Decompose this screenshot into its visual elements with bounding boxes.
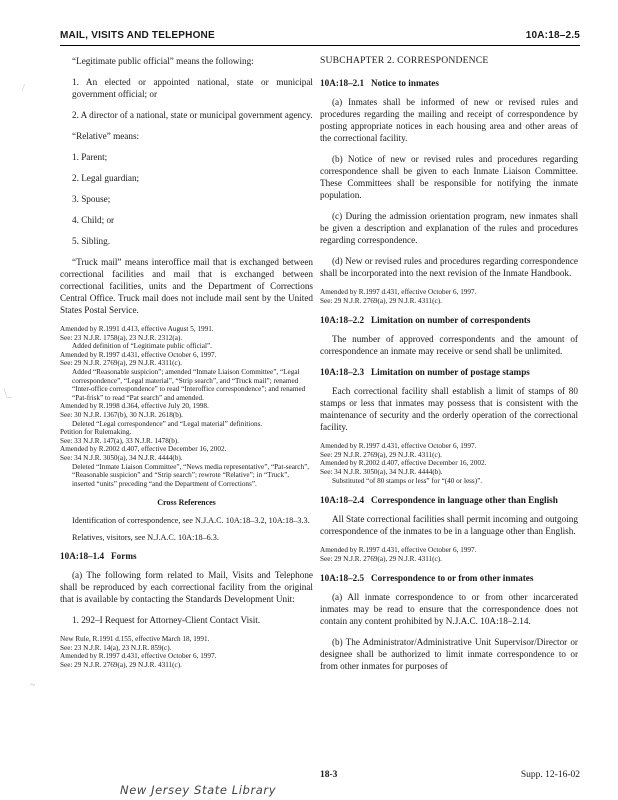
paragraph: Each correctional facility shall establish a limit of stamps of 80 stamps or less that inmates may possess that is consistent with the maintenance of security and the orderly operation of the correctional facility.: [320, 386, 578, 433]
history-line: Amended by R.1991 d.413, effective August 5, 1991.: [60, 325, 214, 333]
section-heading: [320, 494, 578, 506]
history-line: Added “Reasonable suspicion”; amended “Inmate Liaison Committee”, “Legal correspondence”, “Legal material”, “Strip search”, and “Truck mail”; renamed “Inter-office correspondence” to read “Interoffice correspondence”; and renamed “Pat-frisk” to read “Pat search” and amended.: [72, 367, 306, 402]
section-title: Correspondence in language other than English: [371, 495, 558, 506]
section-title: Notice to inmates: [371, 78, 439, 88]
scan-mark: ~: [30, 680, 36, 691]
history-line: See: 29 N.J.R. 2769(a), 29 N.J.R. 4311(c).: [60, 661, 182, 670]
paragraph: (b) Notice of new or revised rules and procedures regarding correspondence shall be given to each Inmate Liaison Committee. These Committees shall be responsible for notifying the inmate population.: [320, 154, 578, 200]
section-title: Limitation on number of postage stamps: [371, 367, 530, 378]
section-heading: [320, 366, 578, 378]
history-line: See: 30 N.J.R. 1367(b), 30 N.J.R. 2618(b).: [60, 410, 183, 419]
header-title: MAIL, VISITS AND TELEPHONE: [60, 30, 215, 41]
list-item: 1. An elected or appointed national, state or municipal government official; or: [72, 77, 313, 99]
paragraph: (d) New or revised rules and procedures regarding correspondence shall be incorporated into the next revision of the Inmate Handbook.: [320, 256, 578, 278]
section-title: Forms: [111, 551, 137, 562]
section-number: 10A:18–2.2: [320, 315, 365, 326]
paragraph: All State correctional facilities shall permit incoming and outgoing correspondence of the inmates to be in a language other than English.: [320, 514, 578, 537]
definition-relative: “Relative” means:: [72, 131, 140, 141]
history-line: Deleted “Legal correspondence” and “Legal material” definitions.: [72, 419, 263, 428]
page-footer: [60, 770, 580, 782]
history-line: Added definition of “Legitimate public official”.: [72, 342, 212, 351]
history-line: See: 29 N.J.R. 2769(a), 29 N.J.R. 4311(c).: [320, 450, 442, 459]
section-number: 10A:18–2.3: [320, 367, 365, 378]
history-line: See: 29 N.J.R. 2769(a), 29 N.J.R. 4311(c).: [320, 296, 442, 305]
history-line: See: 33 N.J.R. 147(a), 33 N.J.R. 1478(b).: [60, 436, 179, 445]
paragraph: (a) The following form related to Mail, Visits and Telephone shall be reproduced by each correctional facility from the original that is available by contacting the Standards Development Unit:: [60, 570, 313, 605]
history-line: Amended by R.1997 d.431, effective October 6, 1997.: [60, 652, 217, 661]
history-line: Petition for Rulemaking.: [60, 428, 132, 437]
paragraph: The number of approved correspondents and the amount of correspondence an inmate may receive or send shall be unlimited.: [320, 334, 578, 357]
history-line: Amended by R.1997 d.431, effective October 6, 1997.: [320, 288, 477, 296]
library-stamp: New Jersey State Library: [120, 783, 277, 797]
cross-references-heading: Cross References: [157, 498, 216, 508]
history-line: Amended by R.1997 d.431, effective October 6, 1997.: [320, 546, 477, 555]
history-note: [320, 442, 578, 485]
history-line: See: 34 N.J.R. 3050(a), 34 N.J.R. 4444(b).: [60, 453, 183, 462]
section-title: Correspondence to or from other inmates: [371, 573, 534, 584]
paragraph: (c) During the admission orientation program, new inmates shall be given a description and explanation of the rules and procedures regarding correspondence.: [320, 211, 578, 245]
section-number: 10A:18–2.1: [320, 78, 365, 88]
history-line: See: 23 N.J.R. 14(a), 23 N.J.R. 859(c).: [60, 643, 172, 652]
history-line: Amended by R.1997 d.431, effective October 6, 1997.: [60, 350, 217, 359]
page-number: 18-3: [320, 770, 338, 780]
paragraph: (a) Inmates shall be informed of new or revised rules and procedures regarding the mailing and receipt of correspondence by posting appropriate notices in each housing area and other areas of the correctional facility.: [320, 97, 578, 143]
paragraph: (b) The Administrator/Administrative Unit Supervisor/Director or designee shall be authorized to limit inmate correspondence to or from other inmates for purposes of: [320, 637, 578, 672]
history-note: [320, 288, 578, 305]
history-note: [320, 546, 578, 563]
list-item: 2. Legal guardian;: [72, 173, 140, 183]
section-heading: [320, 77, 578, 89]
history-note: [60, 325, 313, 488]
supplement-date: Supp. 12-16-02: [520, 770, 580, 780]
history-line: Deleted “Inmate Liaison Committee”, “News media representative”, “Pat-search”, “Reasonable suspicion” and “Strip search”; rewrote “Relative”; in “Truck”, inserted “units” preceding “and the Department of Corrections”.: [72, 462, 310, 488]
section-heading: [320, 314, 578, 326]
running-header: [60, 30, 580, 44]
section-number: 10A:18–2.5: [320, 573, 365, 584]
scan-mark: \_: [4, 388, 12, 399]
cross-reference: Identification of correspondence, see N.J.A.C. 10A:18–3.2, 10A:18–3.3.: [72, 516, 310, 526]
history-line: Amended by R.1997 d.431, effective October 6, 1997.: [320, 442, 477, 451]
definition-legitimate-public-official: “Legitimate public official” means the following:: [72, 56, 254, 66]
paragraph: (a) All inmate correspondence to or from other incarcerated inmates may be read to ensure that the correspondence does not contain any content prohibited by N.J.A.C. 10A:18–2.14.: [320, 592, 578, 627]
history-line: New Rule, R.1991 d.155, effective March 18, 1991.: [60, 635, 210, 644]
scan-mark: /: [22, 83, 25, 94]
section-heading: [320, 572, 578, 584]
list-item: 5. Sibling.: [72, 236, 111, 246]
history-line: Substituted “of 80 stamps or less” for “(40 or less)”.: [332, 476, 483, 485]
header-rule: [60, 45, 580, 46]
history-note: [60, 635, 313, 669]
section-title: Limitation on number of correspondents: [371, 315, 531, 326]
section-number: 10A:18–1.4: [60, 551, 105, 562]
list-item: 3. Spouse;: [72, 194, 111, 204]
list-item: 1. Parent;: [72, 152, 108, 162]
history-line: Amended by R.2002 d.407, effective December 16, 2002.: [60, 445, 227, 454]
history-line: See: 29 N.J.R. 2769(a), 29 N.J.R. 4311(c).: [60, 359, 182, 368]
history-line: See: 23 N.J.R. 1758(a), 23 N.J.R. 2312(a).: [60, 333, 183, 342]
left-column: [60, 55, 313, 679]
list-item: 4. Child; or: [72, 215, 115, 225]
history-line: See: 29 N.J.R. 2769(a), 29 N.J.R. 4311(c).: [320, 554, 442, 563]
history-line: Amended by R.2002 d.407, effective December 16, 2002.: [320, 459, 487, 468]
section-heading: [60, 550, 313, 562]
header-section: 10A:18–2.5: [525, 30, 580, 41]
subchapter-heading: SUBCHAPTER 2. CORRESPONDENCE: [320, 55, 489, 66]
cross-reference: Relatives, visitors, see N.J.A.C. 10A:18–6.3.: [72, 533, 219, 543]
definition-truck-mail: “Truck mail” means interoffice mail that is exchanged between correctional facilities and mail that is exchanged between correctional facilities, units and the Department of Corrections Central Office. Truck mail does not include mail sent by the United States Postal Service.: [60, 257, 313, 315]
list-item: 2. A director of a national, state or municipal government agency.: [72, 110, 313, 120]
right-column: [320, 55, 578, 681]
history-line: Amended by R.1998 d.364, effective July 20, 1998.: [60, 402, 209, 411]
history-line: See: 34 N.J.R. 3050(a), 34 N.J.R. 4444(b).: [320, 467, 443, 476]
list-item: 1. 292–I Request for Attorney-Client Contact Visit.: [72, 615, 261, 626]
section-number: 10A:18–2.4: [320, 495, 365, 506]
